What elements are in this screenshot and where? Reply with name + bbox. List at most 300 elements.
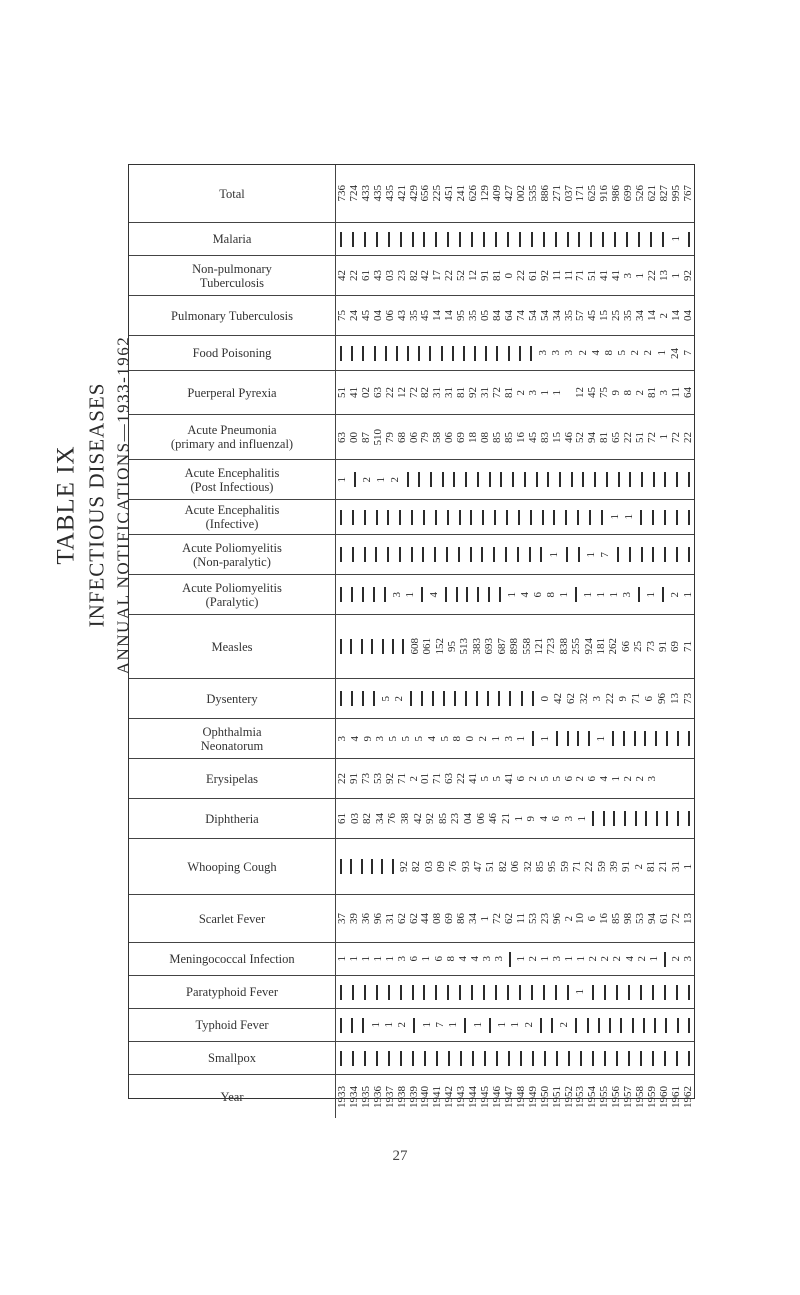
cell-value — [640, 1051, 642, 1066]
year-value-cell — [669, 371, 682, 414]
row-values — [336, 895, 694, 942]
year-value-cell — [669, 415, 682, 459]
year-value-cell — [574, 759, 587, 798]
row-values — [336, 719, 694, 758]
cell-value — [629, 472, 631, 487]
cell-value: 9 — [616, 695, 629, 702]
row-label-line: (Non-paralytic) — [193, 554, 271, 569]
cell-value: 4 — [456, 956, 469, 962]
year-value-cell — [681, 165, 694, 222]
cell-value — [626, 232, 628, 247]
cell-value: 608 — [408, 638, 421, 655]
year-value-cell — [640, 1042, 642, 1074]
cell-value: 1 — [496, 1022, 509, 1028]
year-value-cell — [587, 943, 600, 975]
cell-value: 656 — [419, 185, 432, 202]
year-value-cell — [448, 1042, 450, 1074]
cell-value: 2 — [576, 350, 589, 356]
year-value-cell — [395, 165, 408, 222]
cell-value: 1938 — [395, 1085, 408, 1108]
cell-value: 71 — [570, 861, 583, 872]
year-value-cell — [644, 575, 657, 614]
year-value-cell — [590, 679, 603, 718]
year-value-cell — [392, 839, 394, 894]
year-value-cell — [383, 759, 396, 798]
year-value-cell — [598, 371, 611, 414]
cell-value: 2 — [393, 695, 406, 702]
cell-value: 9 — [610, 389, 623, 396]
cell-value — [592, 811, 594, 826]
year-value-cell — [622, 165, 635, 222]
year-value-cell — [526, 895, 539, 942]
year-value-cell — [411, 500, 413, 534]
cell-value — [441, 346, 443, 361]
row-values — [336, 256, 694, 295]
cell-value: 002 — [514, 185, 527, 202]
year-value-cell — [652, 976, 654, 1008]
year-value-cell — [371, 296, 384, 335]
cell-value: 1 — [548, 551, 561, 558]
cell-value: 510 — [371, 428, 384, 446]
year-value-cell — [407, 165, 420, 222]
year-value-cell — [634, 719, 636, 758]
cell-value: 09 — [435, 861, 448, 872]
cell-value: 3 — [681, 956, 694, 962]
year-value-cell — [586, 759, 599, 798]
table-row — [129, 371, 694, 415]
year-value-cell — [664, 943, 666, 975]
cell-value: 62 — [407, 913, 420, 924]
year-value-cell — [587, 1009, 589, 1041]
cell-value — [460, 1051, 462, 1066]
cell-value — [602, 232, 604, 247]
year-value-cell — [532, 615, 545, 678]
table-row — [129, 1009, 694, 1042]
cell-value: 2 — [669, 956, 682, 962]
cell-value: 1956 — [610, 1085, 623, 1108]
year-value-cell — [632, 615, 645, 678]
cell-value — [556, 1051, 558, 1066]
year-value-cell — [655, 719, 657, 758]
cell-value: 6 — [514, 775, 527, 782]
year-value-cell — [431, 256, 444, 295]
cell-value: 57 — [574, 310, 587, 321]
year-value-cell — [598, 165, 611, 222]
cell-value — [676, 985, 678, 1000]
cell-value — [677, 1018, 679, 1033]
row-values — [336, 165, 694, 222]
cell-value: 43 — [371, 270, 384, 281]
cell-value: 22 — [622, 431, 635, 443]
year-value-cell — [550, 895, 563, 942]
year-value-cell — [545, 615, 558, 678]
year-value-cell — [674, 759, 678, 798]
year-value-cell — [395, 296, 408, 335]
cell-value: 6 — [432, 956, 445, 962]
year-value-cell — [514, 1075, 527, 1118]
year-value-cell — [558, 1009, 571, 1041]
cell-value: 3 — [526, 389, 539, 396]
cell-value — [412, 985, 414, 1000]
cell-value: 8 — [545, 591, 558, 598]
cell-value — [594, 472, 596, 487]
cell-value: 1943 — [455, 1085, 468, 1108]
cell-value: 724 — [347, 185, 360, 202]
year-value-cell — [592, 799, 594, 838]
year-value-cell — [490, 256, 503, 295]
year-value-cell — [340, 535, 342, 574]
year-value-cell — [574, 296, 587, 335]
cell-value — [418, 472, 420, 487]
year-value-cell — [383, 371, 396, 414]
year-value-cell — [645, 1075, 658, 1118]
cell-value: 22 — [603, 693, 616, 704]
year-value-cell — [412, 223, 414, 255]
year-value-cell — [594, 460, 596, 499]
cell-value: 1 — [506, 591, 519, 598]
year-value-cell — [373, 679, 375, 718]
cell-value — [453, 472, 455, 487]
year-value-cell — [657, 256, 670, 295]
row-values — [336, 1075, 694, 1118]
year-value-cell — [484, 839, 497, 894]
cell-value: 85 — [490, 431, 503, 443]
year-value-cell — [347, 256, 360, 295]
row-label-line: Diphtheria — [205, 811, 259, 826]
year-value-cell — [620, 1009, 622, 1041]
cell-value: 13 — [657, 270, 670, 281]
year-value-cell — [634, 1075, 647, 1118]
cell-value — [568, 1051, 570, 1066]
year-value-cell — [455, 895, 468, 942]
year-value-cell — [402, 615, 404, 678]
cell-value: 1 — [372, 956, 385, 962]
year-value-cell — [474, 336, 476, 370]
cell-value — [577, 731, 579, 746]
cell-value — [654, 1018, 656, 1033]
year-value-cell — [479, 759, 492, 798]
year-value-cell — [526, 759, 539, 798]
year-value-cell — [407, 371, 420, 414]
cell-value — [465, 691, 467, 706]
cell-value: 1935 — [359, 1085, 372, 1108]
year-value-cell — [383, 296, 396, 335]
year-value-cell — [550, 336, 563, 370]
year-value-cell — [586, 296, 599, 335]
year-value-cell — [419, 165, 432, 222]
year-value-cell — [463, 336, 465, 370]
year-value-cell — [455, 415, 468, 459]
year-value-cell — [514, 371, 527, 414]
cell-value: 4 — [348, 735, 361, 742]
cell-value: 16 — [598, 913, 611, 924]
year-value-cell — [431, 759, 444, 798]
year-value-cell — [435, 839, 448, 894]
year-value-cell — [371, 371, 384, 414]
year-value-cell — [568, 1042, 570, 1074]
cell-value: 25 — [610, 310, 623, 321]
cell-value: 3 — [480, 956, 493, 962]
cell-value: 1948 — [514, 1085, 527, 1108]
cell-value — [645, 811, 647, 826]
year-value-cell — [382, 615, 384, 678]
cell-value — [452, 346, 454, 361]
year-value-cell — [383, 415, 396, 459]
year-value-cell — [479, 165, 492, 222]
cell-value: 986 — [610, 185, 623, 202]
year-value-cell — [429, 336, 431, 370]
table-row — [129, 575, 694, 615]
year-value-cell — [575, 1009, 577, 1041]
cell-value — [454, 691, 456, 706]
year-value-cell — [588, 719, 590, 758]
cell-value: 03 — [383, 270, 396, 281]
year-value-cell — [407, 460, 409, 499]
cell-value — [540, 547, 542, 562]
year-value-cell — [616, 976, 618, 1008]
cell-value: 2 — [587, 956, 600, 962]
year-value-cell — [538, 256, 551, 295]
cell-value: 1 — [514, 956, 527, 962]
cell-value: 11 — [669, 387, 682, 398]
cell-value: 1 — [539, 735, 551, 742]
cell-value: 1 — [375, 476, 388, 483]
cell-value: 35 — [622, 310, 635, 321]
cell-value: 1 — [608, 514, 621, 520]
cell-value — [489, 1018, 491, 1033]
cell-value: 65 — [610, 431, 623, 443]
cell-value: 64 — [502, 310, 515, 321]
cell-value: 1 — [550, 389, 563, 396]
cell-value: 1 — [471, 1022, 484, 1028]
row-values — [336, 500, 694, 534]
cell-value — [376, 232, 378, 247]
year-value-cell — [551, 1009, 553, 1041]
year-value-cell — [524, 460, 526, 499]
cell-value — [362, 346, 364, 361]
year-value-cell — [657, 1075, 670, 1118]
year-value-cell — [459, 223, 461, 255]
year-value-cell — [532, 1042, 534, 1074]
year-value-cell — [616, 679, 629, 718]
year-value-cell — [567, 371, 571, 414]
cell-value: 41 — [502, 773, 515, 784]
year-value-cell — [688, 1042, 690, 1074]
year-value-cell — [340, 1042, 342, 1074]
year-value-cell — [517, 535, 519, 574]
year-value-cell — [445, 575, 447, 614]
row-values — [336, 371, 694, 414]
cell-value — [482, 510, 484, 525]
year-value-cell — [609, 1009, 611, 1041]
year-value-cell — [453, 460, 455, 499]
year-value-cell — [479, 296, 492, 335]
cell-value: 535 — [526, 185, 539, 202]
cell-value: 92 — [467, 387, 480, 398]
cell-value: 1937 — [383, 1085, 396, 1108]
year-value-cell — [638, 575, 640, 614]
year-value-cell — [499, 575, 501, 614]
cell-value — [362, 1018, 364, 1033]
cell-value — [664, 547, 666, 562]
cell-value: 85 — [533, 861, 546, 872]
cell-value — [350, 859, 352, 874]
year-value-cell — [336, 719, 348, 758]
year-value-cell — [430, 460, 432, 499]
cell-value: 10 — [574, 913, 587, 924]
cell-value: 42 — [411, 813, 424, 824]
year-value-cell — [645, 256, 658, 295]
cell-value: 2 — [526, 775, 539, 782]
year-value-cell — [580, 1042, 582, 1074]
year-value-cell — [431, 415, 444, 459]
table-row — [129, 615, 694, 679]
cell-value: 93 — [459, 861, 472, 872]
cell-value — [376, 510, 378, 525]
row-label — [129, 976, 336, 1008]
cell-value: 121 — [532, 638, 545, 655]
cell-value: 12 — [395, 387, 408, 398]
row-label-line: Acute Poliomyelitis — [182, 540, 282, 555]
year-value-cell — [669, 165, 682, 222]
year-value-cell — [507, 223, 509, 255]
year-value-cell — [407, 1075, 420, 1118]
year-value-cell — [388, 223, 390, 255]
cell-value: 38 — [399, 813, 412, 824]
cell-value — [507, 985, 509, 1000]
cell-value: 1945 — [479, 1085, 492, 1108]
year-value-cell — [432, 679, 434, 718]
cell-value: 22 — [383, 387, 396, 398]
year-value-cell — [444, 943, 457, 975]
cell-value — [487, 691, 489, 706]
cell-value: 4 — [623, 956, 636, 962]
cell-value: 63 — [336, 431, 348, 443]
cell-value — [443, 691, 445, 706]
cell-value — [638, 232, 640, 247]
year-value-cell — [623, 943, 636, 975]
cell-value: 5 — [538, 775, 551, 782]
cell-value — [494, 510, 496, 525]
cell-value: 37 — [336, 913, 348, 924]
year-value-cell — [419, 895, 432, 942]
year-value-cell — [509, 1009, 522, 1041]
year-value-cell — [638, 223, 640, 255]
cell-value: 621 — [645, 185, 658, 202]
cell-value: 42 — [551, 693, 564, 704]
year-value-cell — [546, 839, 559, 894]
cell-value: 85 — [502, 431, 515, 443]
cell-value: 5 — [616, 350, 629, 356]
cell-value — [364, 547, 366, 562]
year-value-cell — [538, 165, 551, 222]
cell-value: 1 — [669, 236, 682, 242]
cell-value — [373, 691, 375, 706]
year-value-cell — [616, 336, 629, 370]
cell-value: 53 — [526, 913, 539, 924]
year-value-cell — [657, 895, 670, 942]
year-value-cell — [622, 759, 635, 798]
cell-value — [400, 232, 402, 247]
cell-value — [407, 472, 409, 487]
cell-value — [577, 510, 579, 525]
cell-value — [411, 547, 413, 562]
cell-value: 1 — [634, 272, 647, 279]
year-value-cell — [603, 679, 616, 718]
year-value-cell — [644, 719, 646, 758]
year-value-cell — [645, 165, 658, 222]
cell-value — [664, 1051, 666, 1066]
year-value-cell — [634, 165, 647, 222]
year-value-cell — [371, 759, 384, 798]
row-label — [129, 1042, 336, 1074]
year-value-cell — [348, 719, 361, 758]
cell-value: 838 — [557, 638, 570, 655]
year-value-cell — [425, 719, 438, 758]
cell-value: 1952 — [562, 1085, 575, 1108]
cell-value — [688, 985, 690, 1000]
year-value-cell — [400, 1042, 402, 1074]
cell-value: 81 — [644, 861, 657, 872]
cell-value: 14 — [645, 310, 658, 321]
year-value-cell — [359, 1075, 372, 1118]
year-value-cell — [388, 976, 390, 1008]
cell-value: 1 — [336, 956, 348, 962]
year-value-cell — [681, 615, 694, 678]
row-label — [129, 895, 336, 942]
year-value-cell — [676, 460, 678, 499]
cell-value: 0 — [502, 272, 515, 279]
cell-value — [459, 232, 461, 247]
year-value-cell — [336, 371, 348, 414]
year-value-cell — [352, 1042, 354, 1074]
cell-value — [423, 232, 425, 247]
cell-value — [421, 587, 423, 602]
year-value-cell — [602, 223, 604, 255]
cell-value: 0 — [538, 695, 551, 702]
year-value-cell — [479, 1075, 492, 1118]
cell-value: 04 — [371, 310, 384, 321]
cell-value: 2 — [599, 956, 612, 962]
year-value-cell — [352, 976, 354, 1008]
row-label — [129, 759, 336, 798]
year-value-cell — [412, 719, 425, 758]
year-value-cell — [340, 615, 342, 678]
year-value-cell — [470, 500, 472, 534]
row-label-line: Tuberculosis — [199, 275, 265, 290]
year-value-cell — [532, 719, 534, 758]
year-value-cell — [585, 535, 598, 574]
cell-value — [447, 232, 449, 247]
year-value-cell — [545, 575, 558, 614]
year-value-cell — [681, 336, 694, 370]
year-value-cell — [538, 679, 551, 718]
year-value-cell — [686, 759, 690, 798]
cell-value: 1 — [575, 815, 588, 822]
cell-value — [518, 510, 520, 525]
cell-value: 75 — [336, 310, 348, 321]
cell-value: 435 — [383, 185, 396, 202]
cell-value: 92 — [538, 270, 551, 281]
year-value-cell — [519, 223, 521, 255]
year-value-cell — [656, 799, 658, 838]
year-value-cell — [592, 976, 594, 1008]
cell-value — [521, 691, 523, 706]
year-value-cell — [610, 165, 623, 222]
year-value-cell — [509, 839, 522, 894]
year-value-cell — [476, 679, 478, 718]
cell-value — [629, 547, 631, 562]
